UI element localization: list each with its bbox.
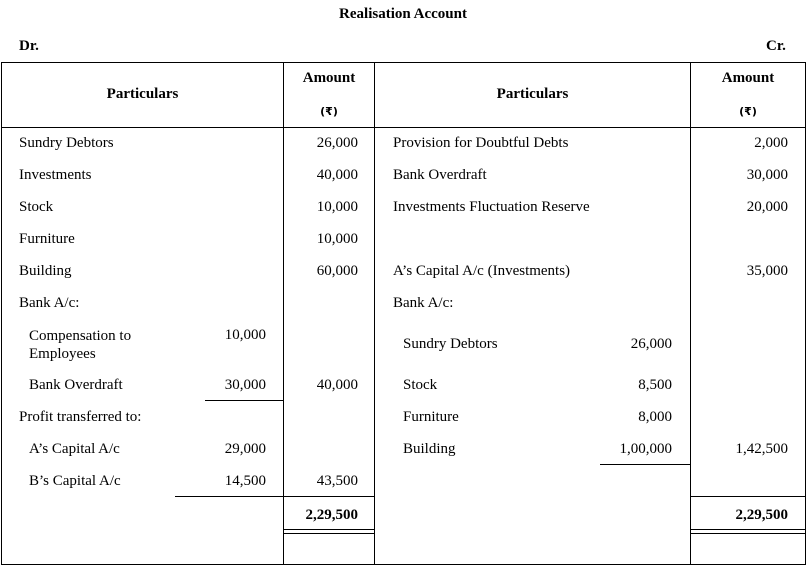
dr-profit-item-amount: 14,500 <box>224 473 266 489</box>
cr-grand-total: 2,29,500 <box>735 507 788 523</box>
cr-particulars-header: Particulars <box>496 86 569 102</box>
cr-bank-item-label: Stock <box>403 377 438 393</box>
dr-row-amount: 26,000 <box>316 135 358 151</box>
dr-row-amount: 60,000 <box>316 263 358 279</box>
cr-label: Cr. <box>766 38 786 54</box>
dr-bank-item-amount: 10,000 <box>224 327 266 343</box>
cr-bank-item-amount: 26,000 <box>630 336 672 352</box>
dr-profit-item-label: A’s Capital A/c <box>29 441 120 457</box>
dr-profit-heading: Profit transferred to: <box>19 409 142 425</box>
dr-bank-heading: Bank A/c: <box>19 295 80 311</box>
cr-row-amount: 2,000 <box>754 135 788 151</box>
cr-row-amount: 20,000 <box>746 199 788 215</box>
cr-row-label: Provision for Doubtful Debts <box>393 135 569 151</box>
cr-currency-header: (₹) <box>739 105 757 118</box>
dr-row-label: Sundry Debtors <box>19 135 114 151</box>
dr-row-label: Furniture <box>19 231 75 247</box>
dr-profit-item-label: B’s Capital A/c <box>29 473 121 489</box>
dr-bank-total: 40,000 <box>316 377 358 393</box>
dr-particulars-header: Particulars <box>106 86 179 102</box>
dr-currency-header: (₹) <box>320 105 338 118</box>
dr-bank-item-amount: 30,000 <box>224 377 266 393</box>
dr-profit-item-amount: 29,000 <box>224 441 266 457</box>
cr-row-label: A’s Capital A/c (Investments) <box>393 263 571 279</box>
account-title: Realisation Account <box>339 6 467 22</box>
cr-bank-total: 1,42,500 <box>735 441 788 457</box>
dr-row-label: Building <box>19 263 72 279</box>
cr-bank-item-label: Building <box>403 441 456 457</box>
dr-bank-item-label: Compensation to Employees <box>29 328 132 362</box>
cr-bank-item-amount: 1,00,000 <box>619 441 672 457</box>
cr-row-label: Bank Overdraft <box>393 167 487 183</box>
cr-row-amount: 30,000 <box>746 167 788 183</box>
cr-bank-item-label: Furniture <box>403 409 459 425</box>
cr-amount-header: Amount <box>721 70 775 86</box>
cr-bank-heading: Bank A/c: <box>393 295 454 311</box>
dr-row-amount: 10,000 <box>316 231 358 247</box>
dr-row-label: Investments <box>19 167 92 183</box>
dr-row-amount: 40,000 <box>316 167 358 183</box>
cr-bank-item-label: Sundry Debtors <box>403 336 498 352</box>
cr-bank-item-amount: 8,000 <box>638 409 672 425</box>
dr-amount-header: Amount <box>302 70 356 86</box>
cr-row-amount: 35,000 <box>746 263 788 279</box>
dr-grand-total: 2,29,500 <box>305 507 358 523</box>
dr-label: Dr. <box>19 38 39 54</box>
dr-row-amount: 10,000 <box>316 199 358 215</box>
cr-row-label: Investments Fluctuation Reserve <box>393 199 590 215</box>
dr-profit-total: 43,500 <box>316 473 358 489</box>
cr-bank-item-amount: 8,500 <box>638 377 672 393</box>
dr-bank-item-label: Bank Overdraft <box>29 377 123 393</box>
dr-row-label: Stock <box>19 199 54 215</box>
